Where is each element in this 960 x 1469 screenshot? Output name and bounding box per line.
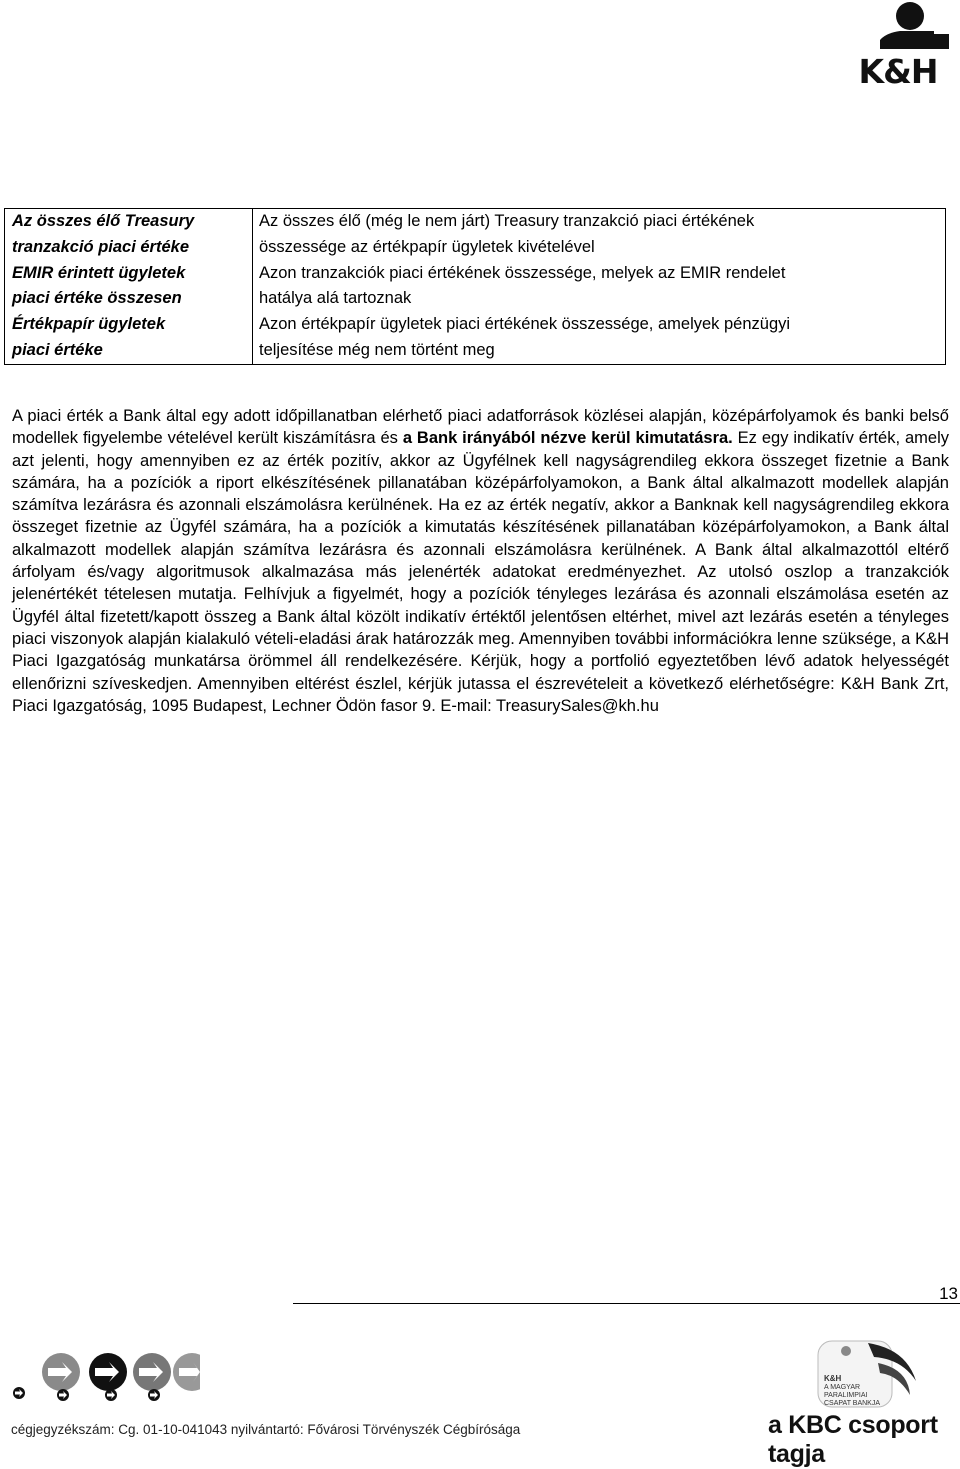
arrow-circle-icon: [42, 1353, 80, 1391]
arrow-circle-icon: [89, 1353, 127, 1391]
description-line: teljesítése még nem történt meg: [259, 340, 495, 359]
term-line: Értékpapír ügyletek: [12, 315, 166, 334]
arrow-circle-icon: [133, 1353, 171, 1391]
description-line: hatálya alá tartoznak: [259, 289, 412, 308]
paralympic-line: CSAPAT BANKJA: [824, 1400, 881, 1407]
kh-logo-text: K&H: [858, 52, 938, 91]
paragraph-emphasis: a Bank irányából nézve kerül kimutatásra.: [402, 429, 733, 448]
description-line: Az összes élő (még le nem járt) Treasury tranzakció piaci értékének: [259, 212, 755, 230]
description-line: Azon értékpapír ügyletek piaci értékének összessége, amelyek pénzügyi: [259, 315, 791, 334]
arrow-circle-icon: [173, 1353, 200, 1391]
description-line: összessége az értékpapír ügyletek kivételével: [259, 237, 595, 256]
page-divider: [293, 1303, 960, 1304]
terms-column: [5, 209, 253, 365]
term-line: tranzakció piaci értéke: [12, 237, 190, 256]
kh-logo: [838, 0, 958, 95]
footer-arrow-icons: [10, 1352, 200, 1410]
small-arrow-icon: [13, 1387, 25, 1399]
paralympic-line: A MAGYAR: [824, 1384, 861, 1391]
term-line: piaci értéke: [12, 340, 103, 359]
paragraph-start: A piaci érték a Bank által egy adott időpillanatban elérhető piaci adatforrások közlései alapján, középárfolyamok és banki belső modellek figyelembe vételével került kiszámításra és: [12, 407, 949, 448]
kbc-group-tag: a KBC csoport tagja: [768, 1411, 938, 1468]
market-value-explanation: [12, 405, 949, 717]
paralympic-line: PARALIMPIAI: [824, 1392, 868, 1399]
paralympic-brand: K&H: [824, 1374, 842, 1383]
paragraph-rest: Ez egy indikatív érték, amely azt jelenti, hogy amennyiben ez az érték pozitív, akkor az Ügyfélnek kell nagyságrendileg ekkora összeget fizetnie a Bank számára, ha a pozíciók a riport elkészítésének pillanatában középárfolyamokon, a Bank által alkalmazott modellek alapján számítva lezárásra és azonnali elszámolásra kerülnének. Ha ez az érték negatív, akkor a Banknak kell nagyságrendileg ekkora összeget fizetnie az Ügyfél számára, ha a pozíciók a kimutatás készítésének pillanatában középárfolyamokon, a Bank által alkalmazott modellek alapján számítva lezárásra és azonnali elszámolásra kerülnének. A Bank által alkalmazottól eltérő árfolyam és/vagy algoritmusok alkalmazása más jelenérték adatokat eredményezhet. Az utolsó oszlop a tranzakciók jelenértékét tételesen mutatja. Felhívjuk a figyelmét, hogy a pozíciók tényleges lezárása és azonnali elszámolása esetén az Ügyfél által fizetett/kapott összeg a Bank által közölt indikatív értéktől jelentősen eltérhet, mivel azt lezárás esetén a tényleges piaci viszonyok alapján kialakuló vételi-eladási árak határozzák meg. Amennyiben további információkra lenne szüksége, a K&H Piaci Igazgatóság munkatársa örömmel áll rendelkezésére. Kérjük, hogy a portfolió egyeztetőben lévő adatok helyességét ellenőrizni szíveskedjen. Amennyiben eltérést észlel, kérjük jutassa el észrevételeit a következő elérhetőségre: K&H Bank Zrt, Piaci Igazgatóság, 1095 Budapest, Lechner Ödön fasor 9. E-mail: TreasurySales@kh.hu: [12, 429, 949, 715]
term-line: piaci értéke összesen: [12, 289, 182, 308]
term-line: EMIR érintett ügyletek: [12, 263, 186, 282]
company-registration: cégjegyzékszám: Cg. 01-10-041043 nyilvántartó: Fővárosi Törvényszék Cégbírósága: [11, 1422, 521, 1437]
definitions-table: [4, 208, 946, 365]
description-line: Azon tranzakciók piaci értékének összessége, melyek az EMIR rendelet: [259, 263, 786, 282]
term-line: Az összes élő Treasury: [12, 212, 195, 230]
small-arrow-icon: [57, 1389, 69, 1401]
descriptions-column: [253, 209, 946, 365]
small-arrow-icon: [105, 1389, 117, 1401]
paralympic-badge: [816, 1335, 926, 1410]
small-arrow-icon: [148, 1389, 160, 1401]
kh-logo-icon: [838, 0, 958, 60]
page-number: 13: [939, 1284, 958, 1303]
